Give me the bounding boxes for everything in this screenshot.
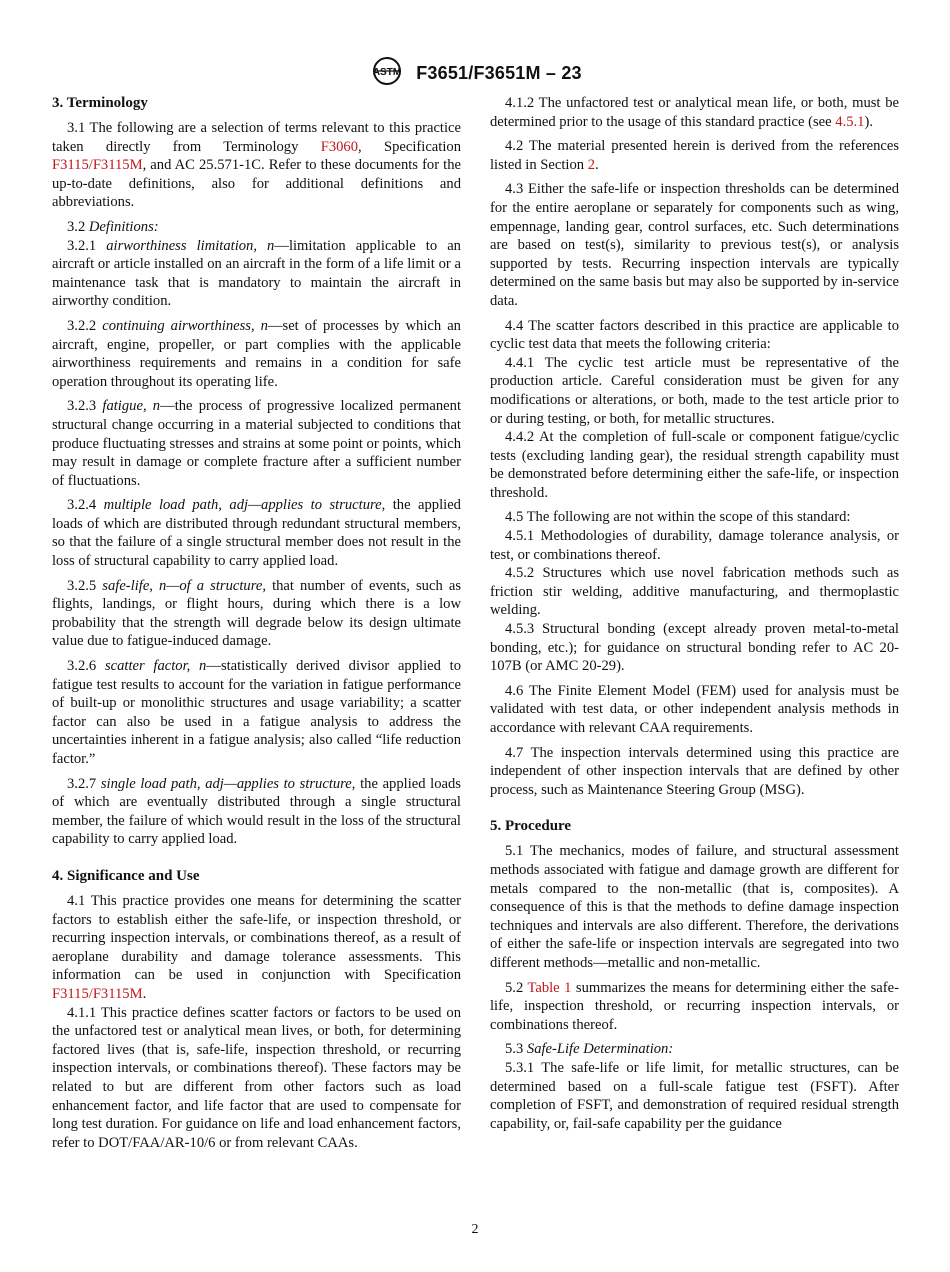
- para-3-2-7: 3.2.7 single load path, adj—applies to structure, the applied loads of which are eventually distributed through a single structural member, the failure of which would result in the loss of the structural capability to carry applied load.: [52, 775, 461, 848]
- para-4-6: 4.6 The Finite Element Model (FEM) used for analysis must be validated with test data, or other independent analysis methods in accordance with relevant CAA requirements.: [490, 682, 899, 736]
- standard-designation: F3651/F3651M – 23: [416, 63, 582, 83]
- para-3-2-6: 3.2.6 scatter factor, n—statistically derived divisor applied to fatigue test results to account for the variation in fatigue performance of built-up or monolithic structures and usage variability; a scatter factor can also be used in a fatigue analysis to address the uncertainties inherent in a fatigue analysis; also called “life reduction factor.”: [52, 658, 461, 767]
- para-4-4: 4.4 The scatter factors described in this practice are applicable to cyclic test data that meets the following criteria:: [490, 317, 899, 353]
- right-column: [490, 94, 899, 1133]
- para-5-1: 5.1 The mechanics, modes of failure, and structural assessment methods associated with fatigue and damage growth are different for metals compared to the non-metallic (that is, composites). A consequence of this is that the methods to define damage inspection techniques and intervals are also different. Therefore, the derivations of either the safe-life or inspection intervals are segregated into two different methods—metallic and non-metallic.: [490, 843, 899, 971]
- para-3-2-1: 3.2.1 airworthiness limitation, n—limitation applicable to an aircraft or article installed on an aircraft in the form of a life limit or a maintenance task that is mandatory to maintain the aircraft in airworthy condition.: [52, 237, 461, 310]
- left-column: [52, 94, 461, 1152]
- link-table-1[interactable]: Table 1: [527, 979, 572, 996]
- para-3-2-2: 3.2.2 continuing airworthiness, n—set of processes by which an aircraft, engine, propeller, or part complies with the applicable airworthiness requirements and remains in a condition for safe operation throughout its operating life.: [52, 317, 461, 390]
- para-4-2: 4.2 The material presented herein is derived from the references listed in Section 2.: [490, 138, 899, 173]
- page-number: 2: [471, 1222, 479, 1237]
- para-4-4-1: 4.4.1 The cyclic test article must be representative of the production article. Careful consideration must be given for any modifications or alterations, or both, made to the test article prior to or during testing, or both, for metallic structures.: [490, 354, 899, 427]
- para-3-1: 3.1 The following are a selection of terms relevant to this practice taken directly from Terminology F3060, Specification F3115/F3115M, and AC 25.571-1C. Refer to these documents for the up-to-date definitions, also for additional definitions and abbreviations.: [52, 120, 461, 211]
- para-4-5-2: 4.5.2 Structures which use novel fabrication methods such as friction stir welding, additive manufacturing, and thermoplastic welding.: [490, 565, 899, 619]
- para-4-3: 4.3 Either the safe-life or inspection thresholds can be determined for the entire aeroplane or separately for components such as wing, empennage, landing gear, control surfaces, etc. Such determinations are based on test(s), similarity to previous test(s), or analysis supported by tests. Recurring inspection intervals are typically determined on the same basis but may also be supported by in-service data.: [490, 181, 899, 309]
- section-4-heading: 4. Significance and Use: [52, 867, 200, 884]
- para-4-5-1: 4.5.1 Methodologies of durability, damage tolerance analysis, or test, or combinations thereof.: [490, 528, 899, 563]
- para-5-3-1: 5.3.1 The safe-life or life limit, for metallic structures, can be determined based on a full-scale fatigue test (FSFT). After completion of FSFT, and demonstration of required residual strength capability, or, fail-safe capability per the guidance: [490, 1059, 899, 1132]
- para-5-2: 5.2 Table 1 summarizes the means for determining either the safe-life, inspection threshold, or recurring inspection intervals, or combinations thereof.: [490, 979, 899, 1033]
- para-3-2-5: 3.2.5 safe-life, n—of a structure, that number of events, such as flights, landings, or flight hours, during which there is a low probability that the strength will degrade below its design ultimate value due to fatigue-induced damage.: [52, 577, 462, 650]
- para-4-5: 4.5 The following are not within the scope of this standard:: [505, 509, 851, 526]
- para-4-1: 4.1 This practice provides one means for determining the scatter factors to establish either the safe-life, or inspection threshold, or recurring inspection intervals, or combinations thereof, as a result of aeroplane durability and damage tolerance assessments. This information can be used in conjunction with Specification F3115/F3115M.: [52, 892, 461, 1002]
- para-4-7: 4.7 The inspection intervals determined using this practice are independent of other inspection intervals that are defined by other process, such as Maintenance Steering Group (MSG).: [490, 744, 899, 798]
- link-f3060[interactable]: F3060: [320, 138, 359, 155]
- para-4-1-2: 4.1.2 The unfactored test or analytical mean life, or both, must be determined prior to the usage of this standard practice (see 4.5.1).: [490, 95, 899, 130]
- link-4-5-1[interactable]: 4.5.1: [835, 113, 865, 130]
- para-4-1-1: 4.1.1 This practice defines scatter factors or factors to be used on the unfactored test or analytical mean lives, or both, for determining factored lives (that is, safe-life, inspection threshold, or recurring inspection intervals, or combinations thereof). These factors may be related to but are different from other factors such as load enhancement factor, and life factor that are used to compensate for long test duration. For guidance on life and load enhancement factors, refer to DOT/FAA/AR-10/6 or from relevant CAAs.: [52, 1004, 461, 1151]
- astm-logo-icon: [368, 56, 406, 91]
- page-header: [0, 56, 950, 86]
- para-3-2-3: 3.2.3 fatigue, n—the process of progressive localized permanent structural change occurring in a material subjected to conditions that produce fluctuating stresses and strains at some point or points, which may result in damage or complete fracture after a sufficient number of fluctuations.: [52, 398, 461, 489]
- link-f3115[interactable]: F3115/F3115M: [52, 157, 143, 174]
- para-4-4-2: 4.4.2 At the completion of full-scale or component fatigue/cyclic tests (excluding landing gear), the residual strength capability must be demonstrated before determining either the safe-life, or inspection threshold.: [490, 429, 899, 501]
- section-3-heading: 3. Terminology: [52, 95, 148, 111]
- link-section-2[interactable]: 2: [587, 156, 595, 173]
- para-3-2: 3.2 Definitions:: [67, 218, 159, 235]
- section-5-heading: 5. Procedure: [490, 818, 572, 835]
- para-4-5-3: 4.5.3 Structural bonding (except already proven metal-to-metal bonding, etc.); for guidance on structural bonding refer to AC 20-107B (or AMC 20-29).: [490, 621, 899, 675]
- para-3-2-4: 3.2.4 multiple load path, adj—applies to structure, the applied loads of which are distributed through redundant structural members, so that the failure of a single structural member does not result in the loss of structural capability to carry applied load.: [52, 497, 461, 570]
- para-5-3: 5.3 Safe-Life Determination:: [505, 1041, 674, 1058]
- link-f3115[interactable]: F3115/F3115M: [52, 985, 143, 1002]
- svg-text:ASTM: ASTM: [373, 67, 402, 78]
